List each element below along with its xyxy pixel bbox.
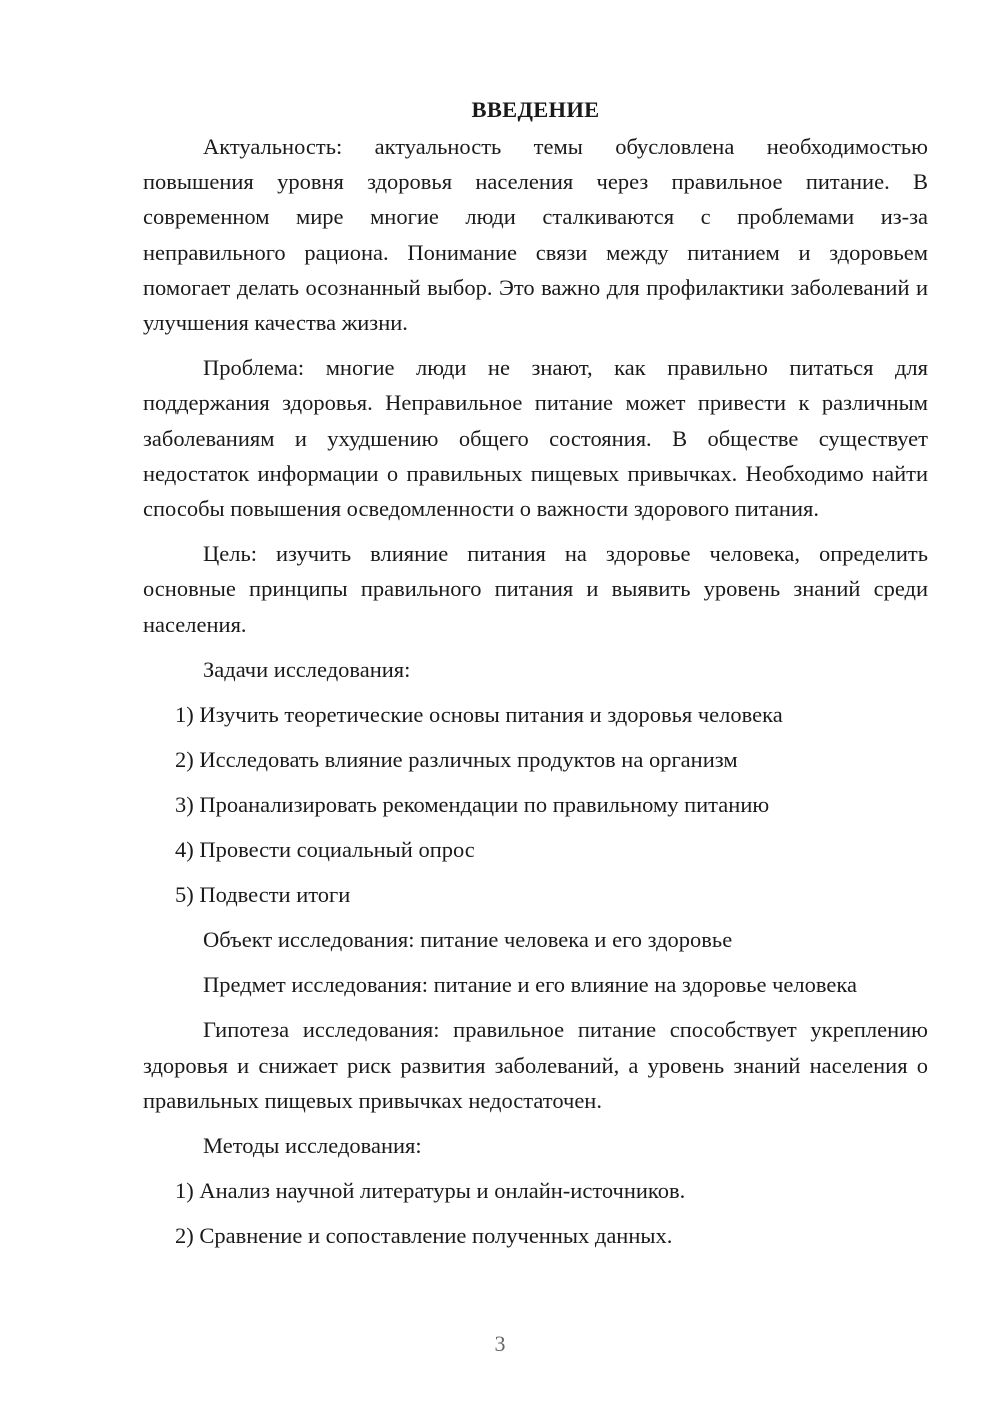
tasks-list: [143, 697, 928, 912]
page-content: [143, 92, 928, 1263]
object-line: Объект исследования: питание человека и его здоровье: [203, 927, 733, 953]
problem-paragraph: Проблема: многие люди не знают, как правильно питаться для поддержания здоровья. Неправильное питание может привести к различным заболеваниям и ухудшению общего состояния. В обществе существует недостаток информации о правильных пищевых привычках. Необходимо найти способы повышения осведомленности о важности здорового питания.: [143, 355, 928, 522]
method-item: 2) Сравнение и сопоставление полученных данных.: [175, 1223, 673, 1249]
task-item: 1) Изучить теоретические основы питания и здоровья человека: [175, 702, 783, 728]
relevance-paragraph: Актуальность: актуальность темы обусловлена необходимостью повышения уровня здоровья населения через правильное питание. В современном мире многие люди сталкиваются с проблемами из-за неправильного рациона. Понимание связи между питанием и здоровьем помогает делать осознанный выбор. Это важно для профилактики заболеваний и улучшения качества жизни.: [143, 134, 928, 336]
task-item: 5) Подвести итоги: [175, 882, 351, 908]
subject-line: Предмет исследования: питание и его влияние на здоровье человека: [203, 972, 857, 998]
methods-label: Методы исследования:: [203, 1133, 422, 1159]
hypothesis-paragraph: Гипотеза исследования: правильное питание способствует укреплению здоровья и снижает риск развития заболеваний, а уровень знаний населения о правильных пищевых привычках недостаточен.: [143, 1017, 928, 1113]
methods-list: [143, 1173, 928, 1253]
page-number: 3: [494, 1331, 506, 1356]
task-item: 2) Исследовать влияние различных продуктов на организм: [175, 747, 738, 773]
task-item: 4) Провести социальный опрос: [175, 837, 475, 863]
page-title: ВВЕДЕНИЕ: [471, 97, 600, 122]
method-item: 1) Анализ научной литературы и онлайн-источников.: [175, 1178, 686, 1204]
task-item: 3) Проанализировать рекомендации по правильному питанию: [175, 792, 770, 818]
tasks-label: Задачи исследования:: [203, 656, 411, 682]
goal-paragraph: Цель: изучить влияние питания на здоровье человека, определить основные принципы правильного питания и выявить уровень знаний среди населения.: [143, 541, 928, 637]
